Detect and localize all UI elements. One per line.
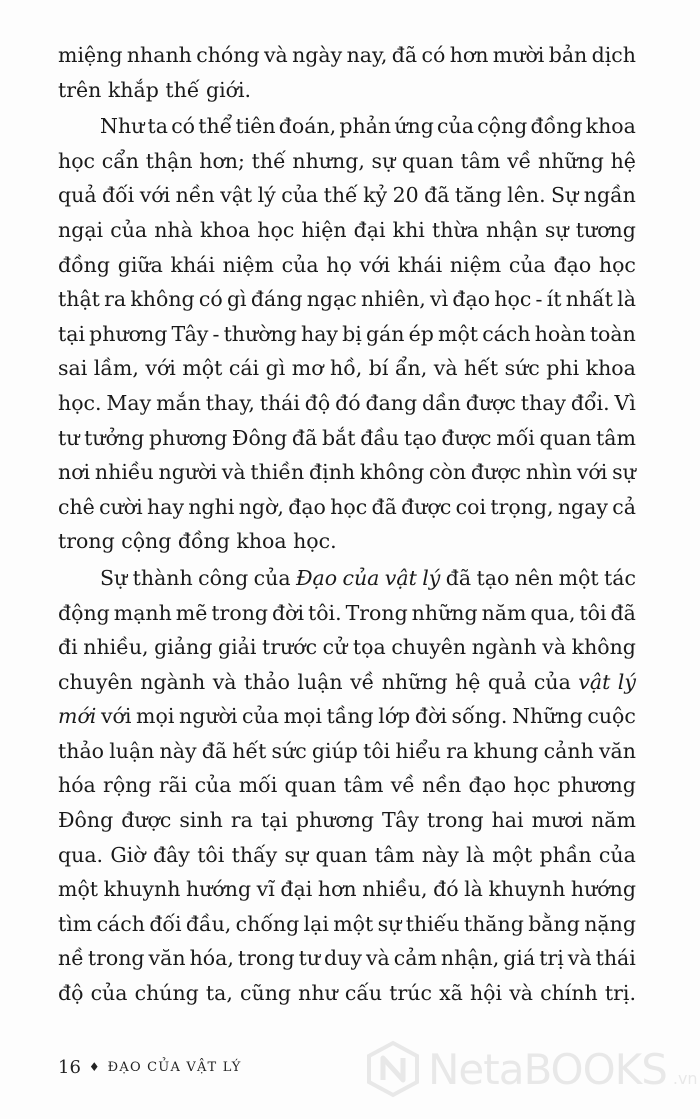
watermark bbox=[364, 1040, 698, 1098]
text-line: một khuynh hướng vĩ đại hơn nhiều, đó là khuynh hướng bbox=[58, 877, 636, 902]
text-line: học cẩn thận hơn; thế nhưng, sự quan tâm về những hệ bbox=[58, 148, 636, 173]
diamond-separator-icon: ♦ bbox=[88, 1060, 100, 1074]
text-line: trên khắp thế giới. bbox=[58, 77, 252, 102]
text-line-with-italic: Sự thành công của Đạo của vật lý đã tạo nên một tác bbox=[100, 565, 636, 590]
netabooks-logo-icon bbox=[364, 1040, 422, 1098]
text-line: tư tưởng phương Đông đã bắt đầu tạo được mối quan tâm bbox=[58, 425, 636, 450]
text-line: nề trong văn hóa, trong tư duy và cảm nhận, giá trị và thái bbox=[58, 946, 636, 971]
text-line: ngại của nhà khoa học hiện đại khi thừa nhận sự tương bbox=[58, 217, 636, 242]
page-number: 16 bbox=[58, 1056, 81, 1078]
text-line: miệng nhanh chóng và ngày nay, đã có hơn mười bản dịch bbox=[58, 43, 636, 67]
text-line: trong cộng đồng khoa học. bbox=[58, 529, 337, 554]
text-line: thật ra không có gì đáng ngạc nhiên, vì đạo học - ít nhất là bbox=[58, 287, 636, 312]
text-line: tại phương Tây - thường hay bị gán ép một cách hoàn toàn bbox=[58, 321, 636, 346]
text-line: độ của chúng ta, cũng như cấu trúc xã hội và chính trị. bbox=[58, 981, 636, 1006]
text-line: đi nhiều, giảng giải trước cử tọa chuyên ngành và không bbox=[58, 635, 636, 660]
text-line: học. May mắn thay, thái độ đó đang dần được thay đổi. Vì bbox=[58, 390, 636, 415]
body-text bbox=[58, 38, 636, 1011]
page-footer bbox=[58, 1052, 242, 1082]
text-line: nơi nhiều người và thiền định không còn được nhìn với sự bbox=[58, 460, 636, 485]
text-line: tìm cách đối đầu, chống lại một sự thiếu thăng bằng nặng bbox=[58, 911, 636, 936]
watermark-brand: NetaBOOKS bbox=[428, 1044, 667, 1094]
running-title: ĐẠO CỦA VẬT LÝ bbox=[107, 1059, 242, 1075]
text-line: qua. Giờ đây tôi thấy sự quan tâm này là một phần của bbox=[58, 842, 636, 867]
text-line-with-italic: chuyên ngành và thảo luận về những hệ quả của vật lý bbox=[58, 669, 636, 694]
text-line-with-italic: mới với mọi người của mọi tầng lớp đời sống. Những cuộc bbox=[58, 704, 636, 729]
text-line: sai lầm, với một cái gì mơ hồ, bí ẩn, và hết sức phi khoa bbox=[58, 356, 636, 381]
text-line: Đông được sinh ra tại phương Tây trong hai mươi năm bbox=[58, 808, 636, 833]
text-line: đồng giữa khái niệm của họ với khái niệm của đạo học bbox=[58, 252, 636, 277]
text-line: động mạnh mẽ trong đời tôi. Trong những năm qua, tôi đã bbox=[58, 600, 636, 625]
text-line: Như ta có thể tiên đoán, phản ứng của cộng đồng khoa bbox=[100, 114, 636, 139]
text-line: thảo luận này đã hết sức giúp tôi hiểu ra khung cảnh văn bbox=[58, 738, 636, 763]
watermark-tld: .vn bbox=[672, 1069, 698, 1088]
text-line: hóa rộng rãi của mối quan tâm về nền đạo học phương bbox=[58, 773, 636, 798]
text-line: chê cười hay nghi ngờ, đạo học đã được coi trọng, ngay cả bbox=[58, 494, 636, 519]
text-line: quả đối với nền vật lý của thế kỷ 20 đã tăng lên. Sự ngần bbox=[58, 183, 636, 208]
